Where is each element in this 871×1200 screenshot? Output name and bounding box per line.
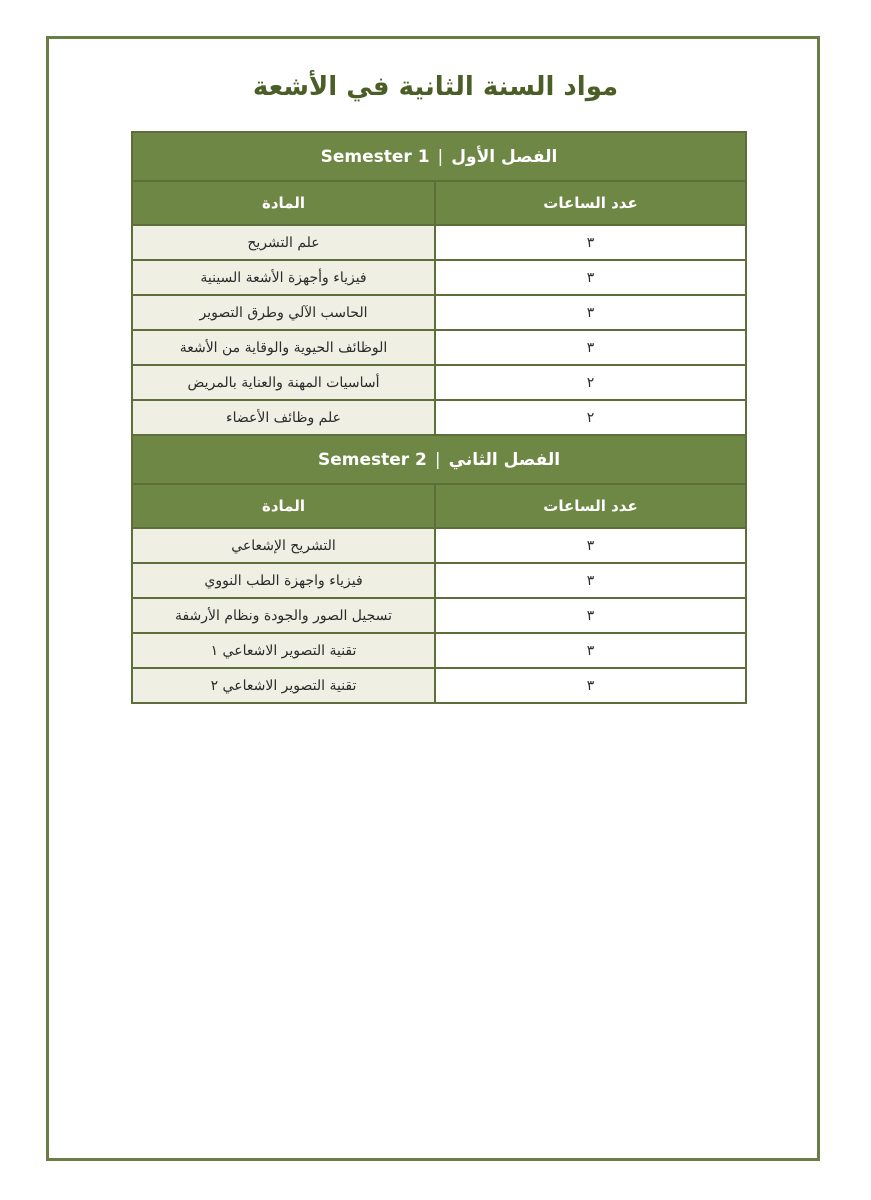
- hours-cell: ٣: [435, 225, 746, 260]
- semester-header-1: [132, 132, 746, 181]
- subject-cell: الوظائف الحيوية والوقاية من الأشعة: [132, 330, 435, 365]
- subject-cell: تقنية التصوير الاشعاعي ١: [132, 633, 435, 668]
- semester-separator: |: [437, 146, 444, 167]
- hours-cell: ٣: [435, 668, 746, 703]
- table-row: [132, 330, 746, 365]
- hours-cell: ٢: [435, 400, 746, 435]
- hours-cell: ٣: [435, 563, 746, 598]
- hours-cell: ٣: [435, 330, 746, 365]
- semester-separator: |: [434, 449, 441, 470]
- column-header-row: [132, 484, 746, 528]
- table-row: [132, 528, 746, 563]
- column-header-hours: عدد الساعات: [435, 181, 746, 225]
- hours-cell: ٢: [435, 365, 746, 400]
- subject-cell: أساسيات المهنة والعناية بالمريض: [132, 365, 435, 400]
- subjects-table: [131, 131, 747, 704]
- semester-name-en: Semester 2: [317, 449, 427, 470]
- column-header-row: [132, 181, 746, 225]
- table-row: [132, 563, 746, 598]
- subject-cell: تقنية التصوير الاشعاعي ٢: [132, 668, 435, 703]
- semester-title: [132, 132, 746, 181]
- hours-cell: ٣: [435, 295, 746, 330]
- subject-cell: علم التشريح: [132, 225, 435, 260]
- table-row: [132, 225, 746, 260]
- semester-name-ar: الفصل الثاني: [448, 449, 561, 470]
- subject-cell: الحاسب الآلي وطرق التصوير: [132, 295, 435, 330]
- table-row: [132, 598, 746, 633]
- table-row: [132, 365, 746, 400]
- subject-cell: فيزياء وأجهزة الأشعة السينية: [132, 260, 435, 295]
- column-header-subject: المادة: [132, 181, 435, 225]
- table-row: [132, 633, 746, 668]
- semester-header-2: [132, 435, 746, 484]
- hours-cell: ٣: [435, 598, 746, 633]
- table-row: [132, 295, 746, 330]
- column-header-hours: عدد الساعات: [435, 484, 746, 528]
- column-header-subject: المادة: [132, 484, 435, 528]
- subject-cell: تسجيل الصور والجودة ونظام الأرشفة: [132, 598, 435, 633]
- hours-cell: ٣: [435, 633, 746, 668]
- table-row: [132, 260, 746, 295]
- hours-cell: ٣: [435, 528, 746, 563]
- table-row: [132, 668, 746, 703]
- table-row: [132, 400, 746, 435]
- page-title: مواد السنة الثانية في الأشعة: [252, 72, 619, 102]
- semester-name-ar: الفصل الأول: [451, 146, 558, 167]
- subject-cell: فيزياء واجهزة الطب النووي: [132, 563, 435, 598]
- hours-cell: ٣: [435, 260, 746, 295]
- subject-cell: علم وظائف الأعضاء: [132, 400, 435, 435]
- semester-title: [132, 435, 746, 484]
- semester-name-en: Semester 1: [320, 146, 430, 167]
- subject-cell: التشريح الإشعاعي: [132, 528, 435, 563]
